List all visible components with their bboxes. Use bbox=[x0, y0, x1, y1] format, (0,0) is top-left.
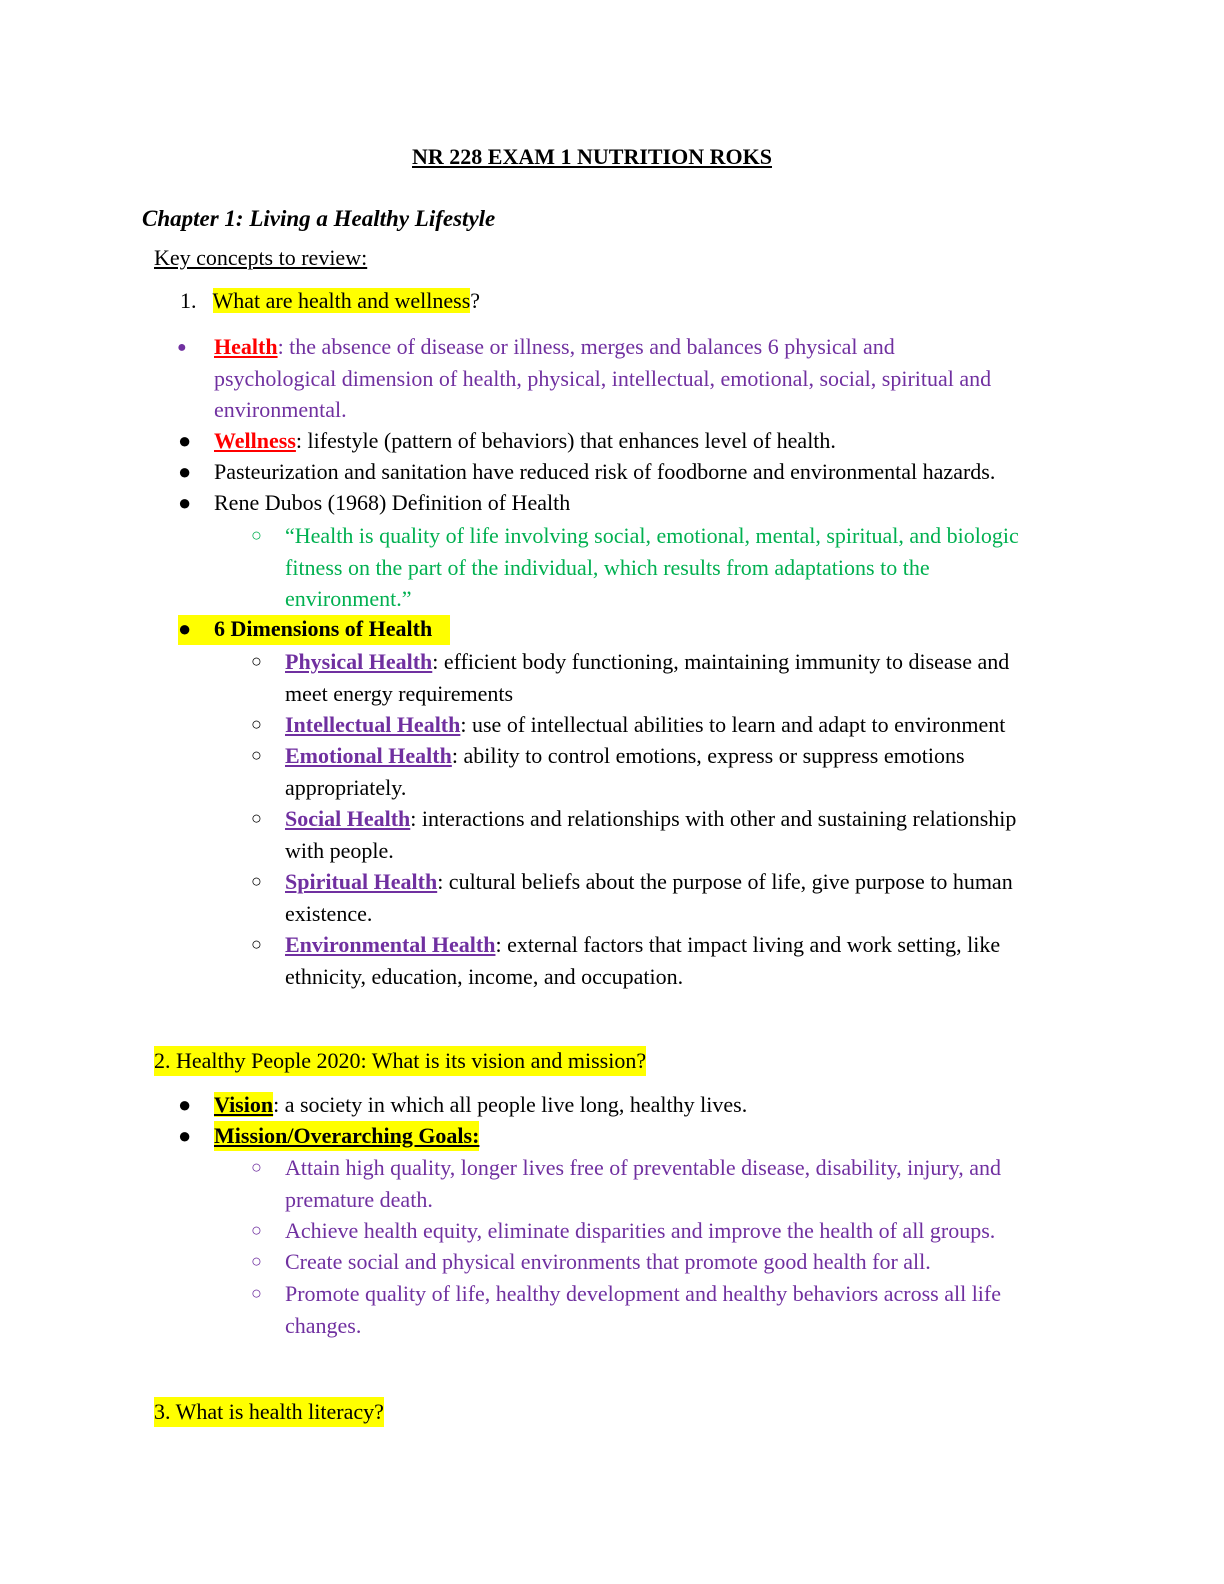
hollow-circle-icon: ○ bbox=[251, 1283, 262, 1303]
dimension-def-line2: existence. bbox=[285, 900, 373, 926]
question-1-text: What are health and wellness bbox=[212, 288, 471, 313]
bullet-icon: ● bbox=[178, 428, 192, 453]
hollow-circle-icon: ○ bbox=[251, 1251, 262, 1271]
dimension-def: : efficient body functioning, maintaining immunity to disease and bbox=[432, 649, 1010, 674]
dimension-item-environmental bbox=[285, 929, 1000, 992]
wellness-term: Wellness bbox=[214, 428, 296, 453]
dimension-def-line2: with people. bbox=[285, 837, 394, 863]
health-def-line3: environmental. bbox=[214, 397, 347, 422]
dimension-def-line2: ethnicity, education, income, and occupation. bbox=[285, 963, 684, 989]
dimension-term: Social Health bbox=[285, 806, 411, 831]
key-concepts-label: Key concepts to review: bbox=[154, 245, 368, 270]
dimension-item-social bbox=[285, 803, 1016, 866]
hollow-circle-icon: ○ bbox=[251, 808, 262, 828]
bullet-icon: ● bbox=[178, 490, 192, 515]
hollow-circle-icon: ○ bbox=[251, 525, 262, 545]
health-def-line2: psychological dimension of health, physical, intellectual, emotional, social, spiritual and bbox=[214, 365, 992, 391]
dubos-quote bbox=[285, 520, 1019, 615]
hollow-circle-icon: ○ bbox=[251, 745, 262, 765]
vision-item bbox=[214, 1090, 747, 1120]
goal-line2: premature death. bbox=[285, 1186, 433, 1212]
wellness-definition bbox=[214, 426, 836, 456]
bullet-icon: ● bbox=[177, 339, 187, 356]
dimension-def: : interactions and relationships with other and sustaining relationship bbox=[410, 806, 1017, 831]
wellness-def: : lifestyle (pattern of behaviors) that enhances level of health. bbox=[295, 428, 836, 453]
hollow-circle-icon: ○ bbox=[251, 934, 262, 954]
pasteurization-item: Pasteurization and sanitation have reduced risk of foodborne and environmental hazards. bbox=[214, 459, 996, 484]
dimension-def-line2: meet energy requirements bbox=[285, 680, 514, 706]
goal-line2: changes. bbox=[285, 1312, 362, 1338]
hollow-circle-icon: ○ bbox=[251, 1220, 262, 1240]
chapter-heading: Chapter 1: Living a Healthy Lifestyle bbox=[142, 206, 496, 231]
dimension-def: : cultural beliefs about the purpose of life, give purpose to human bbox=[437, 869, 1013, 894]
bullet-icon: ● bbox=[178, 459, 192, 484]
dimension-term: Spiritual Health bbox=[285, 869, 438, 894]
vision-def: : a society in which all people live long, healthy lives. bbox=[273, 1092, 748, 1117]
hollow-circle-icon: ○ bbox=[251, 651, 262, 671]
dimension-term: Environmental Health bbox=[285, 932, 496, 957]
question-1 bbox=[180, 286, 480, 316]
dimension-term: Intellectual Health bbox=[285, 712, 461, 737]
bullet-icon: ● bbox=[178, 1123, 192, 1148]
dubos-line2: fitness on the part of the individual, which results from adaptations to the bbox=[285, 554, 930, 580]
dimension-def: : external factors that impact living and work setting, like bbox=[495, 932, 1001, 957]
dubos-line1: “Health is quality of life involving social, emotional, mental, spiritual, and biologic bbox=[285, 523, 1019, 548]
goal-line1: Achieve health equity, eliminate disparities and improve the health of all groups. bbox=[285, 1218, 996, 1243]
page-title: NR 228 EXAM 1 NUTRITION ROKS bbox=[412, 144, 772, 169]
bullet-icon: ● bbox=[178, 616, 192, 641]
health-term: Health bbox=[214, 334, 278, 359]
goal-item bbox=[285, 1278, 1001, 1341]
health-def-line1: : the absence of disease or illness, merges and balances 6 physical and bbox=[277, 334, 895, 359]
hollow-circle-icon: ○ bbox=[251, 871, 262, 891]
dubos-line3: environment.” bbox=[285, 586, 412, 611]
dimension-def: : ability to control emotions, express or suppress emotions bbox=[451, 743, 965, 768]
dimension-term: Physical Health bbox=[285, 649, 433, 674]
dimension-def-line2: appropriately. bbox=[285, 774, 407, 800]
health-definition bbox=[214, 331, 991, 426]
dimension-item-intellectual bbox=[285, 709, 1005, 741]
goal-line1: Attain high quality, longer lives free of preventable disease, disability, injury, and bbox=[285, 1155, 1002, 1180]
goal-line1: Promote quality of life, healthy development and healthy behaviors across all life bbox=[285, 1281, 1002, 1306]
dimension-item-emotional bbox=[285, 740, 965, 803]
hollow-circle-icon: ○ bbox=[251, 1157, 262, 1177]
question-1-tail: ? bbox=[470, 288, 481, 313]
mission-heading: Mission/Overarching Goals: bbox=[214, 1121, 479, 1151]
dimensions-heading: 6 Dimensions of Health bbox=[214, 616, 433, 641]
bullet-icon: ● bbox=[178, 1092, 192, 1117]
vision-term: Vision bbox=[214, 1092, 274, 1117]
goal-item bbox=[285, 1215, 995, 1247]
dubos-heading: Rene Dubos (1968) Definition of Health bbox=[214, 490, 571, 515]
question-2: 2. Healthy People 2020: What is its vision and mission? bbox=[154, 1046, 646, 1076]
question-3: 3. What is health literacy? bbox=[154, 1397, 384, 1427]
goal-item bbox=[285, 1246, 931, 1278]
dimension-term: Emotional Health bbox=[285, 743, 452, 768]
hollow-circle-icon: ○ bbox=[251, 714, 262, 734]
question-1-number: 1. bbox=[180, 288, 197, 313]
dimension-def: : use of intellectual abilities to learn and adapt to environment bbox=[460, 712, 1006, 737]
goal-item bbox=[285, 1152, 1001, 1215]
dimension-item-physical bbox=[285, 646, 1009, 709]
goal-line1: Create social and physical environments that promote good health for all. bbox=[285, 1249, 931, 1274]
dimension-item-spiritual bbox=[285, 866, 1013, 929]
